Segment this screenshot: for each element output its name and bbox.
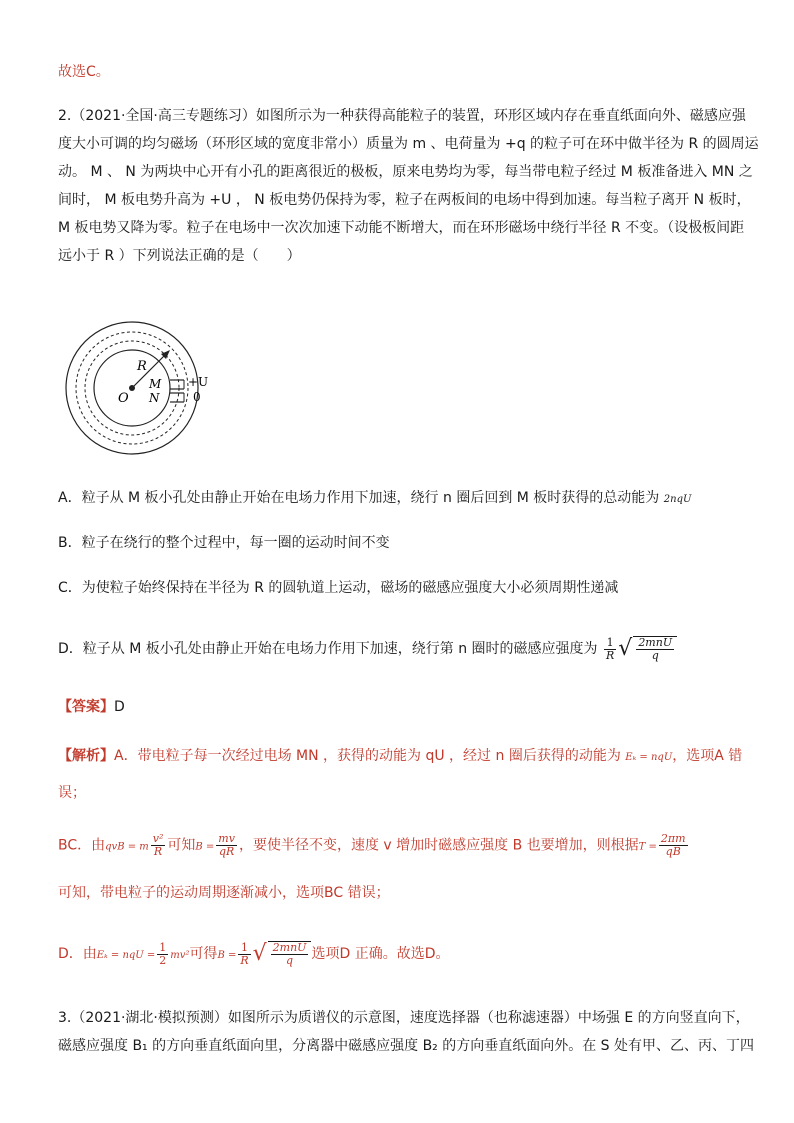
label-plus-u: +U — [188, 375, 209, 389]
analysis-line-a-cont: 误； — [58, 785, 86, 801]
sqrt-icon: √ — [618, 636, 633, 661]
question-line: 2.（2021·全国·高三专题练习）如图所示为一种获得高能粒子的装置，环形区域内存在垂直纸面向外、磁感应强 — [58, 108, 746, 124]
answer-value: D — [114, 699, 125, 715]
option-c[interactable]: C．为使粒子始终保持在半径为 R 的圆轨道上运动，磁场的磁感应强度大小必须周期性递减 — [58, 580, 619, 596]
analysis-d-half: $\frac{1}{2}$ — [159, 940, 167, 967]
label-R: R — [137, 359, 147, 374]
analysis-bc-frac3: $\frac{2\pi m}{qB}$ — [660, 832, 686, 858]
analysis-line-bc-cont: 可知，带电粒子的运动周期逐渐减小，选项BC 错误； — [58, 885, 390, 901]
label-M: M — [149, 377, 162, 391]
option-d-coef: $\frac{1}{R}$ — [605, 635, 615, 662]
label-N: N — [149, 391, 160, 405]
question-line: 动。 M 、 N 为两块中心开有小孔的距离很近的极板，原来电势均为零，每当带电粒子经过 M 板准备进入 MN 之 — [58, 164, 753, 180]
analysis-d-eq: Eₖ = nqU = — [96, 950, 156, 961]
analysis-bc-text: BC．由 — [58, 837, 106, 854]
analysis-line-a — [58, 746, 742, 768]
option-d-radicand: $\frac{\text{2mnU}}{q}$ — [633, 636, 677, 662]
option-a-expr: 2nqU — [663, 494, 692, 505]
analysis-d-coef: $\frac{1}{R}$ — [240, 940, 249, 967]
analysis-a-text: A．带电粒子每一次经过电场 MN ，获得的动能为 qU ，经过 n 圈后获得的动能为 — [114, 748, 621, 764]
analysis-bc-frac1: $\frac{\text{v²}}{R}$ — [152, 832, 164, 858]
question-line: 度大小可调的均匀磁场（环形区域的宽度非常小）质量为 m 、电荷量为 +q 的粒子可在环中做半径为 R 的圆周运 — [58, 136, 759, 152]
analysis-bc-eq1: qvB = m — [105, 841, 149, 853]
analysis-bc-text3: ，要使半径不变，速度 v 增加时磁感应强度 B 也要增加，则根据 — [238, 837, 639, 854]
sqrt-icon: √ — [252, 941, 267, 966]
analysis-label: 【解析】 — [58, 748, 114, 764]
analysis-bc-frac2: $\frac{mv}{qR}$ — [218, 832, 235, 858]
answer — [58, 697, 125, 717]
analysis-d-text: D．由 — [58, 946, 97, 962]
analysis-line-bc — [58, 833, 690, 858]
analysis-a-expr: Eₖ = nqU — [625, 752, 673, 763]
question-line: 间时， M 板电势升高为 +U ， N 板电势仍保持为零，粒子在两板间的电场中得到加速。每当粒子离开 N 板时， — [58, 192, 751, 208]
option-d-text: D．粒子从 M 板小孔处由静止开始在电场力作用下加速，绕行第 n 圈时的磁感应强度为 — [58, 641, 598, 657]
option-a-text: A．粒子从 M 板小孔处由静止开始在电场力作用下加速，绕行 n 圈后回到 M 板时获得的总动能为 — [58, 490, 660, 506]
option-d[interactable] — [58, 636, 677, 662]
previous-conclusion: 故选C。 — [58, 64, 110, 80]
analysis-bc-eq2: B = — [195, 841, 215, 853]
analysis-d-text2: 可得 — [189, 946, 218, 962]
option-b[interactable]: B．粒子在绕行的整个过程中，每一圈的运动时间不变 — [58, 535, 390, 551]
question-line: 远小于 R ）下列说法正确的是（ ） — [58, 248, 301, 264]
analysis-d-mv: mv² — [170, 950, 190, 961]
analysis-d-radicand: $\frac{\text{2mnU}}{q}$ — [268, 941, 312, 967]
analysis-line-d — [58, 941, 449, 967]
analysis-d-b: B = — [217, 950, 237, 961]
analysis-d-tail: 选项D 正确。故选D。 — [311, 946, 450, 962]
analysis-a-tail: ，选项A 错 — [672, 748, 743, 764]
label-O: O — [118, 391, 129, 406]
analysis-bc-eq3: T = — [638, 841, 657, 853]
question-line: M 板电势又降为零。粒子在电场中一次次加速下动能不断增大，而在环形磁场中绕行半径 R 不变。（设极板间距 — [58, 220, 745, 236]
answer-label: 【答案】 — [58, 699, 114, 715]
question-line: 磁感应强度 B₁ 的方向垂直纸面向里，分离器中磁感应强度 B₂ 的方向垂直纸面向外。在 S 处有甲、乙、丙、丁四 — [58, 1038, 755, 1054]
accelerator-ring-figure — [62, 298, 272, 478]
question-line: 3.（2021·湖北·模拟预测）如图所示为质谱仪的示意图，速度选择器（也称滤速器）中场强 E 的方向竖直向下， — [58, 1010, 750, 1026]
analysis-bc-text2: 可知 — [167, 837, 196, 854]
option-a[interactable] — [58, 488, 691, 510]
ring-diagram — [62, 298, 272, 478]
label-zero: 0 — [193, 390, 201, 404]
